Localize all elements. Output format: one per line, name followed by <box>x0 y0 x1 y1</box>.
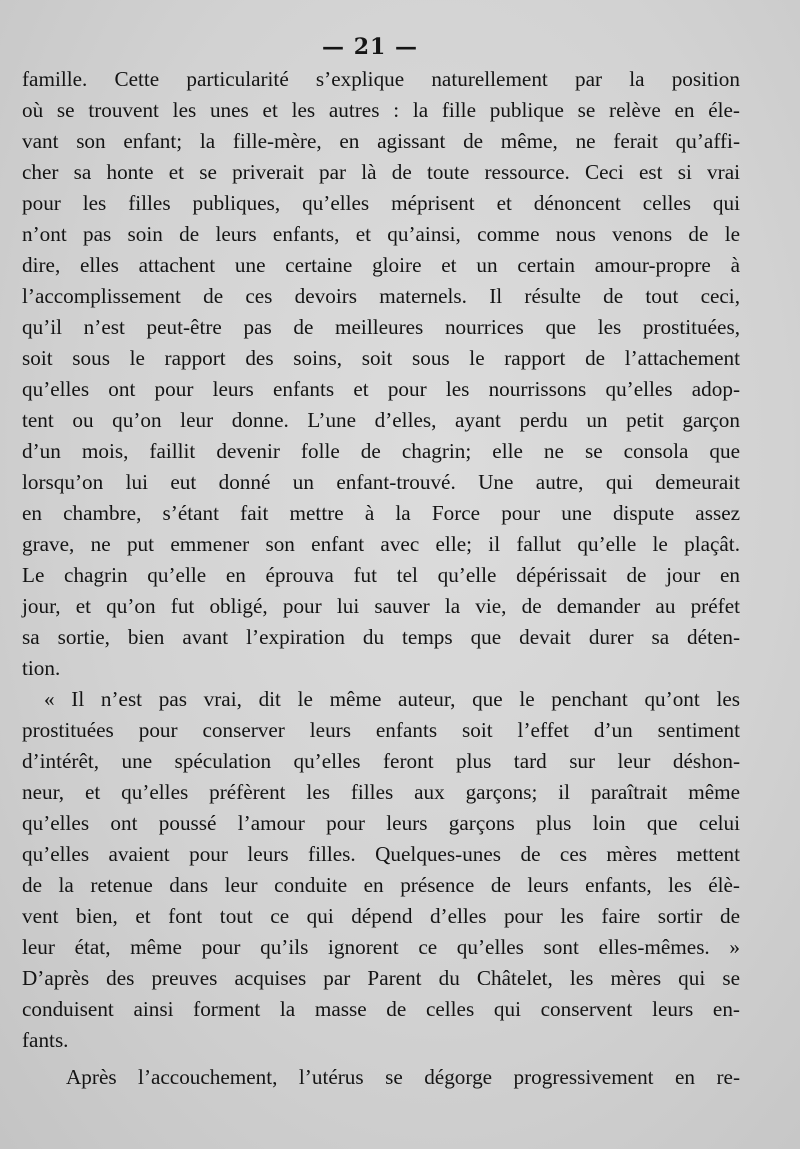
text-line: pour les filles publiques, qu’elles méprisent et dénoncent celles qui <box>22 191 740 215</box>
text-line: conduisent ainsi forment la masse de celles qui conservent leurs en- <box>22 997 740 1021</box>
text-line: jour, et qu’on fut obligé, pour lui sauver la vie, de demander au préfet <box>22 594 740 618</box>
text-line: qu’elles avaient pour leurs filles. Quelques-unes de ces mères mettent <box>22 842 740 866</box>
text-line: grave, ne put emmener son enfant avec elle; il fallut qu’elle le plaçât. <box>22 532 740 556</box>
text-line: qu’elles ont poussé l’amour pour leurs garçons plus loin que celui <box>22 811 740 835</box>
text-line: tion. <box>22 656 61 680</box>
text-line: vant son enfant; la fille-mère, en agissant de même, ne ferait qu’affi- <box>22 129 740 153</box>
text-line: lorsqu’on lui eut donné un enfant-trouvé. Une autre, qui demeurait <box>22 470 740 494</box>
text-line: n’ont pas soin de leurs enfants, et qu’ainsi, comme nous venons de le <box>22 222 740 246</box>
body-text <box>22 64 740 1093</box>
text-line: « Il n’est pas vrai, dit le même auteur, que le penchant qu’ont les <box>44 687 740 711</box>
text-line: où se trouvent les unes et les autres : la fille publique se relève en éle- <box>22 98 740 122</box>
text-line: qu’il n’est peut-être pas de meilleures nourrices que les prostituées, <box>22 315 740 339</box>
text-line: d’un mois, faillit devenir folle de chagrin; elle ne se consola que <box>22 439 740 463</box>
text-line: tent ou qu’on leur donne. L’une d’elles, ayant perdu un petit garçon <box>22 408 740 432</box>
page-number: — 21 — <box>322 34 418 60</box>
text-line: Après l’accouchement, l’utérus se dégorge progressivement en re- <box>66 1065 740 1089</box>
text-line: soit sous le rapport des soins, soit sous le rapport de l’attachement <box>22 346 740 370</box>
text-line: D’après des preuves acquises par Parent du Châtelet, les mères qui se <box>22 966 740 990</box>
text-line: vent bien, et font tout ce qui dépend d’elles pour les faire sortir de <box>22 904 740 928</box>
text-line: de la retenue dans leur conduite en présence de leurs enfants, les élè- <box>22 873 740 897</box>
text-line: en chambre, s’étant fait mettre à la Force pour une dispute assez <box>22 501 740 525</box>
text-line: Le chagrin qu’elle en éprouva fut tel qu’elle dépérissait de jour en <box>22 563 740 587</box>
text-line: sa sortie, bien avant l’expiration du temps que devait durer sa déten- <box>22 625 740 649</box>
text-line: famille. Cette particularité s’explique naturellement par la position <box>22 67 740 91</box>
text-line: leur état, même pour qu’ils ignorent ce qu’elles sont elles-mêmes. » <box>22 935 740 959</box>
text-line: neur, et qu’elles préfèrent les filles aux garçons; il paraîtrait même <box>22 780 740 804</box>
text-line: d’intérêt, une spéculation qu’elles feront plus tard sur leur déshon- <box>22 749 740 773</box>
text-line: prostituées pour conserver leurs enfants soit l’effet d’un sentiment <box>22 718 740 742</box>
text-line: dire, elles attachent une certaine gloire et un certain amour-propre à <box>22 253 740 277</box>
text-line: cher sa honte et se priverait par là de toute ressource. Ceci est si vrai <box>22 160 740 184</box>
text-line: fants. <box>22 1028 69 1052</box>
text-line: l’accomplissement de ces devoirs maternels. Il résulte de tout ceci, <box>22 284 740 308</box>
text-line: qu’elles ont pour leurs enfants et pour les nourrissons qu’elles adop- <box>22 377 740 401</box>
